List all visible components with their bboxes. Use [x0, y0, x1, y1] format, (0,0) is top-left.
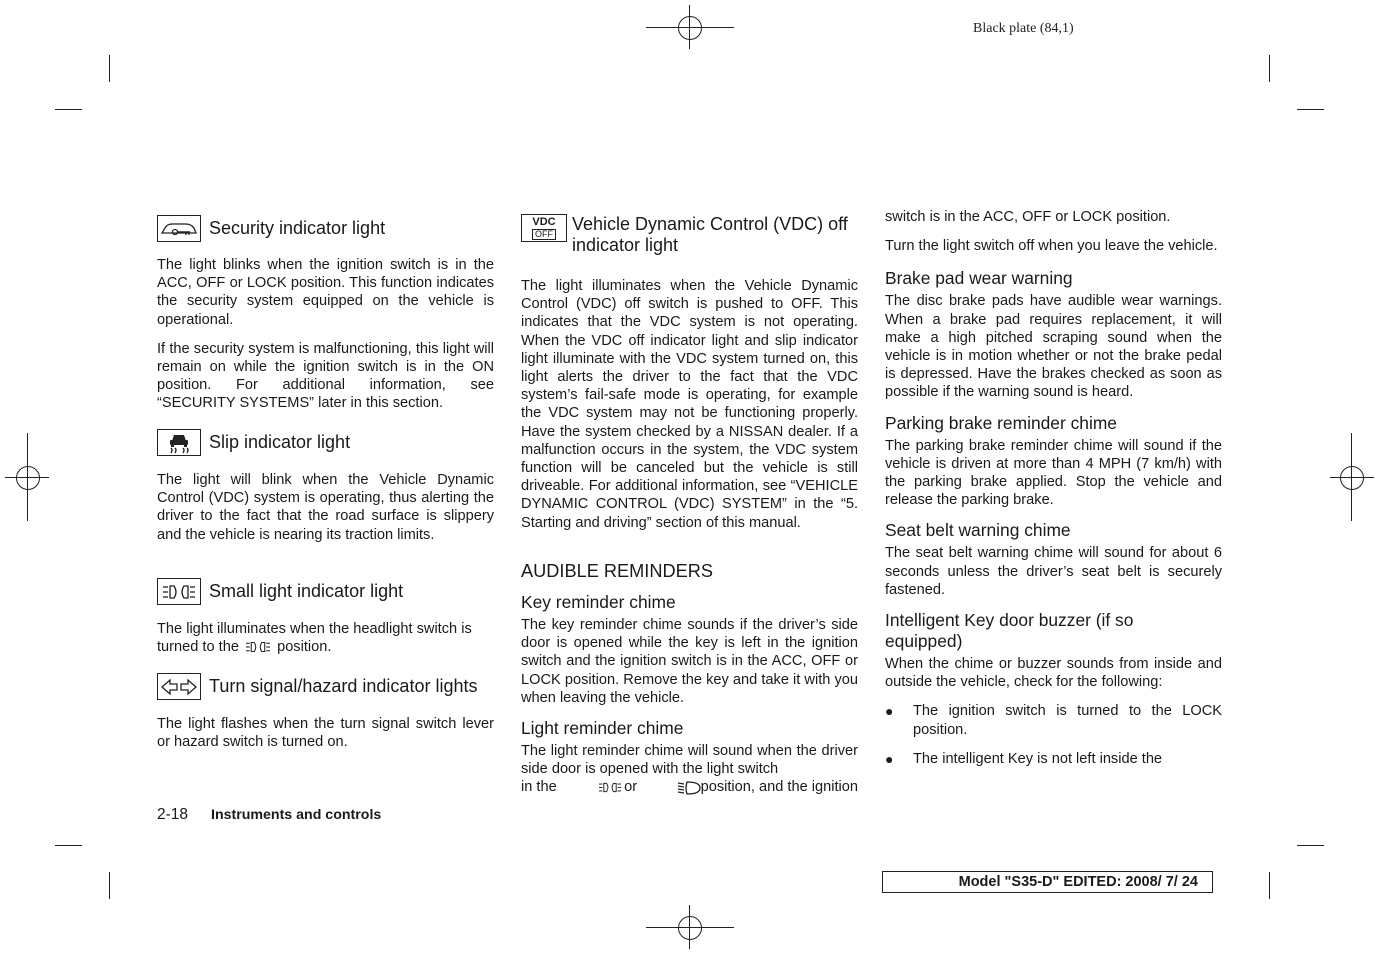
subsection-title: Light reminder chime	[521, 718, 684, 739]
subsection-title: Seat belt warning chime	[885, 520, 1071, 541]
list-item: ● The ignition switch is turned to the LOCK position.	[885, 703, 1222, 738]
plate-label: Black plate (84,1)	[973, 21, 1074, 36]
paragraph: When the chime or buzzer sounds from inside and outside the vehicle, check for the following:	[885, 656, 1222, 691]
subsection-title: Brake pad wear warning	[885, 268, 1073, 289]
section-name: Instruments and controls	[211, 807, 382, 823]
small-light-icon	[243, 641, 273, 653]
section-title: Security indicator light	[209, 218, 386, 238]
turn-signal-arrows-icon	[157, 673, 201, 700]
small-light-heading	[157, 578, 403, 605]
section-title: Vehicle Dynamic Control (VDC) off indicator light	[572, 214, 848, 255]
slip-car-icon	[157, 429, 201, 456]
security-text	[157, 256, 494, 413]
small-light-text	[157, 620, 494, 656]
paragraph: The seat belt warning chime will sound for about 6 seconds unless the driver’s seat belt is securely fastened.	[885, 545, 1222, 598]
section-heading: AUDIBLE REMINDERS	[521, 561, 714, 581]
headlight-icon	[677, 781, 701, 795]
model-edited-box: Model "S35-D" EDITED: 2008/ 7/ 24	[882, 871, 1213, 893]
paragraph: The parking brake reminder chime will sound if the vehicle is driven at more than 4 MPH (7 km/h) with the parking brake applied. Stop the vehicle and release the parking brake.	[885, 437, 1222, 509]
paragraph: The light reminder chime will sound when the driver side door is opened with the light switch	[521, 743, 858, 778]
vdc-text	[521, 277, 858, 532]
section-title: Small light indicator light	[209, 581, 404, 601]
small-light-icon	[596, 782, 624, 793]
paragraph: If the security system is malfunctioning, this light will remain on while the ignition switch is in the ON position. For additional information, see “SECURITY SYSTEMS” later in this section.	[157, 340, 494, 412]
section-title: Slip indicator light	[209, 432, 351, 452]
paragraph: The light illuminates when the Vehicle Dynamic Control (VDC) off switch is pushed to OFF. This indicates that the VDC system is not operating. When the VDC off indicator light and slip indicator light illuminate with the VDC system turned on, this light alerts the driver to the fact that the VDC system’s fail-safe mode is operating, for example the VDC system may not be functioning properly. Have the system checked by a NISSAN dealer. If a malfunction occurs in the system, the VDC system function will be canceled but the vehicle is still driveable. For additional information, see “VEHICLE DYNAMIC CONTROL (VDC) SYSTEM” in the “5. Starting and driving” section of this manual.	[521, 278, 858, 531]
paragraph: in the or position, and the ignition	[521, 779, 858, 796]
paragraph: The light will blink when the Vehicle Dynamic Control (VDC) system is operating, thus alerting the driver to the fact that the road surface is slippery and the vehicle is nearing its traction limits.	[157, 472, 494, 543]
section-title: Turn signal/hazard indicator lights	[209, 676, 478, 696]
page-number: 2-18	[157, 806, 189, 823]
subsection-title: Intelligent Key door buzzer (if so equipped)	[885, 610, 1134, 652]
paragraph: The light flashes when the turn signal switch lever or hazard switch is turned on.	[157, 716, 494, 751]
paragraph: switch is in the ACC, OFF or LOCK position.	[885, 209, 1171, 225]
vdc-heading	[521, 214, 860, 256]
turn-signal-text	[157, 715, 494, 751]
paragraph: Turn the light switch off when you leave the vehicle.	[885, 238, 1218, 255]
paragraph: The light blinks when the ignition switch is in the ACC, OFF or LOCK position. This function indicates the security system equipped on the vehicle is operational.	[157, 257, 494, 328]
subsection-title: Key reminder chime	[521, 592, 676, 612]
paragraph: The light illuminates when the headlight switch is turned to the position.	[157, 621, 472, 656]
slip-heading	[157, 429, 350, 456]
column-3	[885, 208, 1222, 768]
paragraph: The key reminder chime sounds if the driver’s side door is opened while the key is left in the ignition switch and the ignition switch is in the ACC, OFF or LOCK position. Remove the key and take it with you when leaving the vehicle.	[521, 617, 858, 706]
security-car-key-icon	[157, 215, 201, 242]
paragraph: The disc brake pads have audible wear warnings. When a brake pad requires replacement, it will make a high pitched scraping sound when the vehicle is in motion whether or not the brake pedal is depressed. Have the brakes checked as soon as possible if the warning sound is heard.	[885, 293, 1222, 401]
slip-text	[157, 471, 494, 544]
security-heading	[157, 215, 385, 242]
turn-signal-heading	[157, 673, 477, 700]
small-light-icon	[157, 578, 201, 605]
vdc-off-icon: VDC OFF	[521, 214, 567, 242]
list-item: ● The intelligent Key is not left inside the	[885, 750, 1163, 767]
audible-reminders	[521, 561, 858, 797]
subsection-title: Parking brake reminder chime	[885, 412, 1117, 433]
